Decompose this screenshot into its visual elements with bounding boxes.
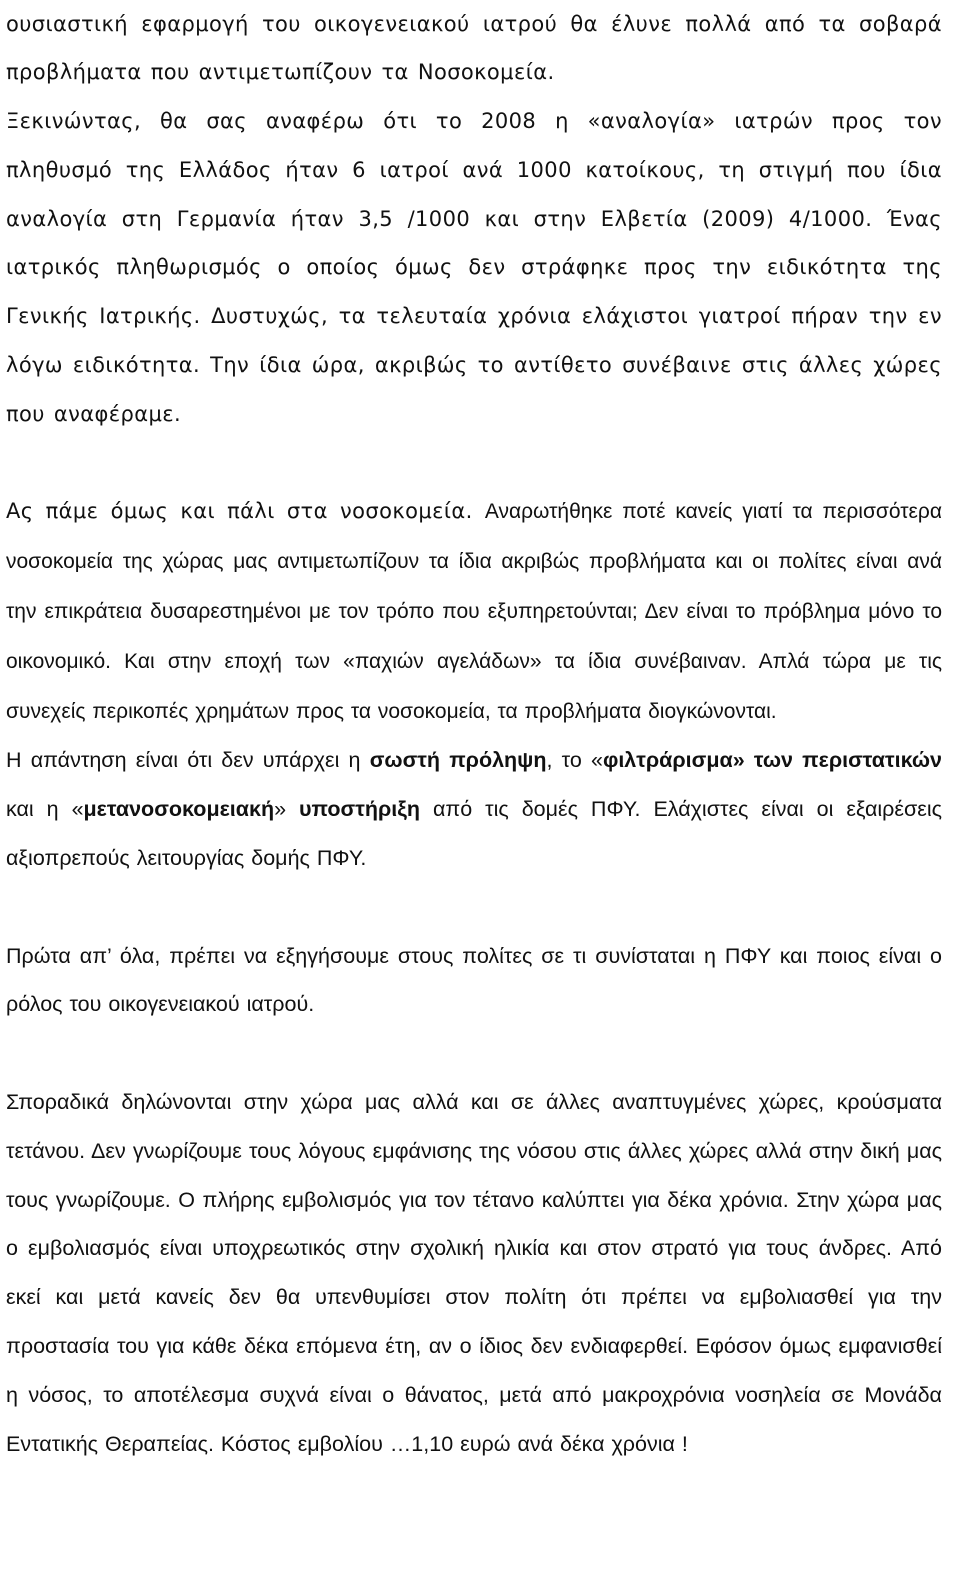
paragraph-gap — [6, 439, 942, 488]
answer-seg-quote-close: » — [274, 797, 300, 822]
paragraph-hospitals — [6, 487, 942, 736]
document-page — [6, 0, 942, 1468]
paragraph-hospitals-lead: Ας πάμε όμως και πάλι στα νοσοκομεία. — [6, 499, 473, 524]
paragraph-tetanus: Σποραδικά δηλώνονται στην χώρα μας αλλά και σε άλλες αναπτυγμένες χώρες, κρούσματα τετάνου. Δεν γνωρίζουμε τους λόγους εμφάνισης της νόσου στις άλλες χώρες αλλά στην δική μας τους γνωρίζουμε. Ο πλήρης εμβολισμός για τον τέτανο καλύπτει για δέκα χρόνια. Στην χώρα μας ο εμβολιασμός είναι υποχρεωτικός στην σχολική ηλικία και στον στρατό για τους άνδρες. Από εκεί και μετά κανείς δεν θα υπενθυμίσει στον πολίτη ότι πρέπει να εμβολιασθεί για την προστασία του για κάθε δέκα επόμενα έτη, αν ο ίδιος δεν ενδιαφερθεί. Εφόσον όμως εμφανισθεί η νόσος, το αποτέλεσμα συχνά είναι ο θάνατος, μετά από μακροχρόνια νοσηλεία σε Μονάδα Εντατικής Θεραπείας. Κόστος εμβολίου …1,10 ευρώ ανά δέκα χρόνια ! — [6, 1090, 942, 1456]
answer-seg-post-hospital: μετανοσοκομειακή — [83, 797, 275, 822]
paragraph-explain-pfy: Πρώτα απ’ όλα, πρέπει να εξηγήσουμε στους πολίτες σε τι συνίσταται η ΠΦΥ και ποιος είναι ο ρόλος του οικογενειακού ιατρού. — [6, 943, 942, 1017]
answer-seg-support: υποστήριξη — [299, 797, 420, 822]
answer-seg-correct-prevention: σωστή πρόληψη — [369, 748, 547, 773]
paragraph-answer-pfy — [6, 736, 942, 882]
answer-seg-comma: , το « — [546, 748, 603, 773]
paragraph-doctor-ratio: Ξεκινώντας, θα σας αναφέρω ότι το 2008 η «αναλογία» ιατρών προς τον πληθυσμό της Ελλάδος ήταν 6 ιατροί ανά 1000 κατοίκους, τη στιγμή που ίδια αναλογία στη Γερμανία ήταν 3,5 /1000 και στην Ελβετία (2009) 4/1000. Ένας ιατρικός πληθωρισμός ο οποίος όμως δεν στράφηκε προς την ειδικότητα της Γενικής Ιατρικής. Δυστυχώς, τα τελευταία χρόνια ελάχιστοι γιατροί πήραν την εν λόγω ειδικότητα. Την ίδια ώρα, ακριβώς το αντίθετο συνέβαινε στις άλλες χώρες που αναφέραμε. — [6, 109, 942, 426]
paragraph-gap — [6, 1029, 942, 1078]
paragraph-gap — [6, 883, 942, 932]
answer-seg-intro: Η απάντηση είναι ότι δεν υπάρχει η — [6, 748, 370, 773]
paragraph-family-doctor-intro: ουσιαστική εφαρμογή του οικογενειακού ιατρού θα έλυνε πολλά από τα σοβαρά προβλήματα που αντιμετωπίζουν τα Νοσοκομεία. — [6, 11, 942, 85]
answer-seg-and: και η « — [6, 797, 84, 822]
answer-seg-outro: από τις δομές ΠΦΥ. Ελάχιστες είναι οι εξαιρέσεις αξιοπρεπούς λειτουργίας δομής ΠΦΥ. — [6, 797, 942, 871]
answer-seg-filtering: φιλτράρισμα» των περιστατικών — [602, 748, 942, 773]
paragraph-hospitals-body: Αναρωτήθηκε ποτέ κανείς γιατί τα περισσότερα νοσοκομεία της χώρας μας αντιμετωπίζουν τα ίδια ακριβώς προβλήματα και οι πολίτες είναι ανά την επικράτεια δυσαρεστημένοι με τον τρόπο που εξυπηρετούνται; Δεν είναι το πρόβλημα μόνο το οικονομικό. Και στην εποχή των «παχιών αγελάδων» τα ίδια συνέβαιναν. Απλά τώρα με τις συνεχείς περικοπές χρημάτων προς τα νοσοκομεία, τα προβλήματα διογκώνονται. — [6, 500, 943, 723]
